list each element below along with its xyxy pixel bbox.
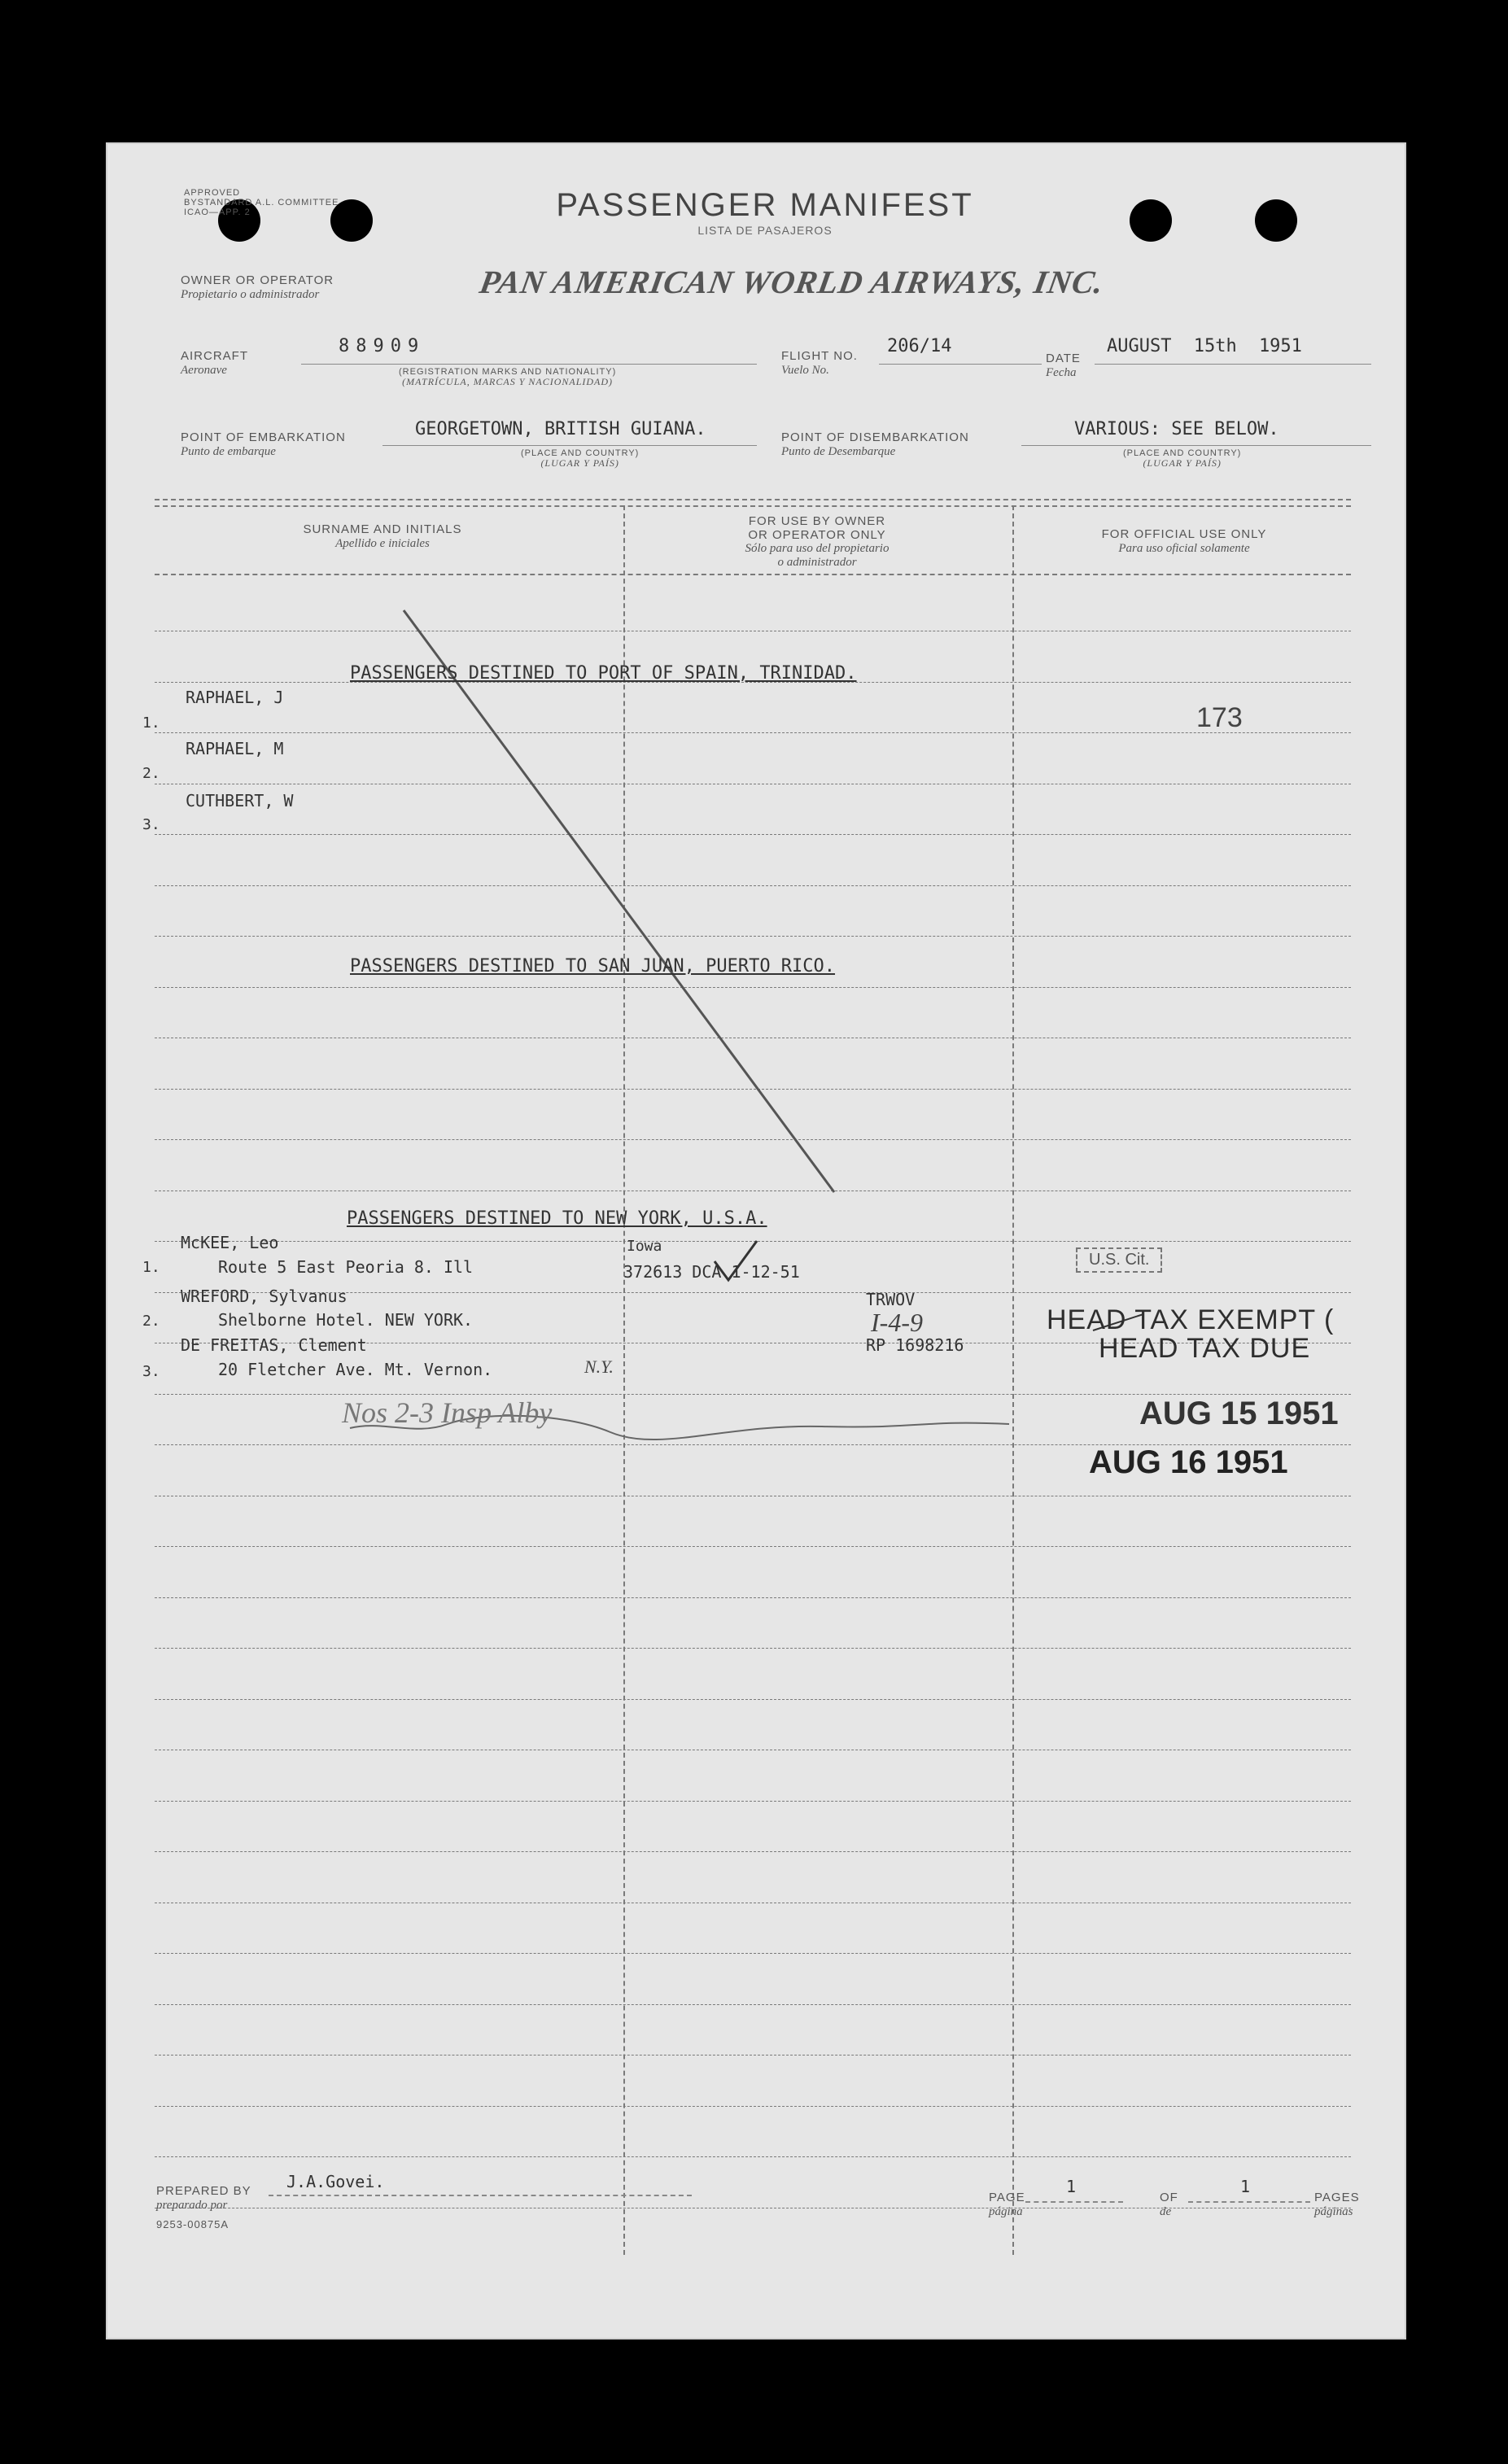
page-title: PASSENGER MANIFEST	[556, 187, 974, 223]
operator-name: PAN AMERICAN WORLD AIRWAYS, INC.	[477, 264, 1108, 300]
pages-label-block	[1314, 2191, 1360, 2218]
col2-label-es1: Sólo para uso del propietario	[745, 542, 890, 555]
place-note-en: (PLACE AND COUNTRY)	[521, 448, 640, 458]
passenger-document: RP 1698216	[866, 1335, 964, 1355]
pages-label: PAGES	[1314, 2191, 1360, 2204]
col2-label-es2: o administrador	[777, 555, 857, 569]
place-note-es: (LUGAR Y PAÍS)	[1143, 457, 1222, 470]
passenger-name: McKEE, Leo	[181, 1233, 279, 1252]
aircraft-label-es: Aeronave	[181, 363, 227, 377]
passenger-name: RAPHAEL, M	[186, 739, 284, 758]
col2-label-b: OR OPERATOR ONLY	[748, 527, 886, 542]
manifest-sheet	[106, 142, 1406, 2339]
place-note-en: (PLACE AND COUNTRY)	[1123, 448, 1242, 458]
date-stamp: AUG 15 1951	[1139, 1396, 1339, 1431]
passenger-number: 1.	[142, 1259, 160, 1276]
approval-line: APPROVED	[184, 188, 241, 198]
disembark-label-es: Punto de Desembarque	[781, 444, 896, 458]
flight-value: 206/14	[887, 336, 952, 356]
date-value: AUGUST 15th 1951	[1107, 336, 1302, 356]
handwritten-state: N.Y.	[584, 1357, 614, 1377]
passenger-number: 3.	[142, 1363, 160, 1380]
passenger-address: Shelborne Hotel. NEW YORK.	[218, 1310, 474, 1330]
page-label-es: página	[989, 2204, 1023, 2218]
passenger-address: Route 5 East Peoria 8. Ill	[218, 1257, 474, 1277]
passenger-name: WREFORD, Sylvanus	[181, 1287, 347, 1306]
page-value: 1	[1066, 2177, 1077, 2196]
date-label: DATE	[1046, 352, 1081, 365]
embark-value: GEORGETOWN, BRITISH GUIANA.	[415, 419, 706, 439]
passenger-name: DE FREITAS, Clement	[181, 1335, 367, 1355]
date-label-es: Fecha	[1046, 365, 1077, 379]
passenger-number: 1.	[142, 714, 160, 732]
prepared-line	[269, 2195, 692, 2196]
col3-label-es: Para uso oficial solamente	[1118, 541, 1250, 555]
prepared-label: PREPARED BY	[156, 2184, 251, 2198]
aircraft-label: AIRCRAFT	[181, 349, 248, 363]
passenger-number: 2.	[142, 765, 160, 782]
prepared-by-value: J.A.Govei.	[286, 2172, 385, 2191]
page-line	[1025, 2201, 1123, 2203]
embark-label-es: Punto de embarque	[181, 444, 276, 458]
pages-label-es: páginas	[1314, 2204, 1353, 2218]
of-label: OF	[1160, 2191, 1178, 2204]
passenger-document: 372613 DCA 1-12-51	[623, 1262, 800, 1282]
aircraft-value: 88909	[339, 336, 426, 356]
disembark-value: VARIOUS: SEE BELOW.	[1074, 419, 1279, 439]
of-value: 1	[1240, 2177, 1251, 2196]
place-note-es: (LUGAR Y PAÍS)	[540, 457, 619, 470]
passenger-note: Iowa	[627, 1238, 662, 1255]
approval-line: BYSTANDARD A.L. COMMITTEE	[184, 198, 339, 208]
diagonal-strike	[404, 610, 834, 1192]
of-label-es: de	[1160, 2204, 1172, 2218]
handwritten-code: I-4-9	[871, 1308, 923, 1337]
head-tax-exempt-stamp: HEAD TAX EXEMPT (	[1047, 1304, 1335, 1335]
registration-note-en: (REGISTRATION MARKS AND NATIONALITY)	[399, 367, 617, 377]
col3-label: FOR OFFICIAL USE ONLY	[1101, 527, 1267, 541]
page-label-block	[989, 2191, 1025, 2218]
form-number: 9253-00875A	[156, 2218, 229, 2230]
of-label-block	[1160, 2191, 1178, 2218]
passenger-number: 3.	[142, 816, 160, 833]
flight-label: FLIGHT NO.	[781, 349, 858, 363]
passenger-document-label: TRWOV	[866, 1290, 916, 1309]
flight-label-es: Vuelo No.	[781, 363, 829, 377]
owner-label-es: Propietario o administrador	[181, 287, 320, 301]
disembark-label: POINT OF DISEMBARKATION	[781, 430, 969, 444]
passenger-number: 2.	[142, 1313, 160, 1330]
section-heading-new-york: PASSENGERS DESTINED TO NEW YORK, U.S.A.	[347, 1208, 767, 1229]
prepared-label-block	[156, 2185, 251, 2212]
official-stamp-citizen: U.S. Cit.	[1076, 1247, 1162, 1273]
date-stamp: AUG 16 1951	[1089, 1444, 1288, 1480]
passenger-address: 20 Fletcher Ave. Mt. Vernon.	[218, 1360, 493, 1379]
of-line	[1188, 2201, 1310, 2203]
passenger-name: CUTHBERT, W	[186, 791, 294, 810]
handwritten-inspection-note: Nos 2-3 Insp Alby	[342, 1396, 553, 1429]
col1-label-es: Apellido e iniciales	[335, 536, 430, 550]
head-tax-due-stamp: HEAD TAX DUE	[1099, 1333, 1311, 1364]
section-heading-trinidad: PASSENGERS DESTINED TO PORT OF SPAIN, TRINIDAD.	[350, 663, 857, 684]
owner-label: OWNER OR OPERATOR	[181, 273, 334, 287]
passenger-name: RAPHAEL, J	[186, 688, 284, 707]
embark-label: POINT OF EMBARKATION	[181, 430, 346, 444]
official-number: 173	[1196, 702, 1243, 733]
approval-line: ICAO—APP. 2	[184, 208, 251, 218]
col2-label-a: FOR USE BY OWNER	[748, 514, 886, 528]
col1-label: SURNAME AND INITIALS	[303, 522, 462, 536]
strike-line	[106, 142, 1406, 2339]
prepared-label-es: preparado por	[156, 2198, 228, 2212]
section-heading-puerto-rico: PASSENGERS DESTINED TO SAN JUAN, PUERTO RICO.	[350, 956, 836, 976]
page-subtitle: LISTA DE PASAJEROS	[697, 224, 833, 237]
page-label: PAGE	[989, 2191, 1025, 2204]
registration-note-es: (MATRÍCULA, MARCAS Y NACIONALIDAD)	[402, 376, 614, 388]
